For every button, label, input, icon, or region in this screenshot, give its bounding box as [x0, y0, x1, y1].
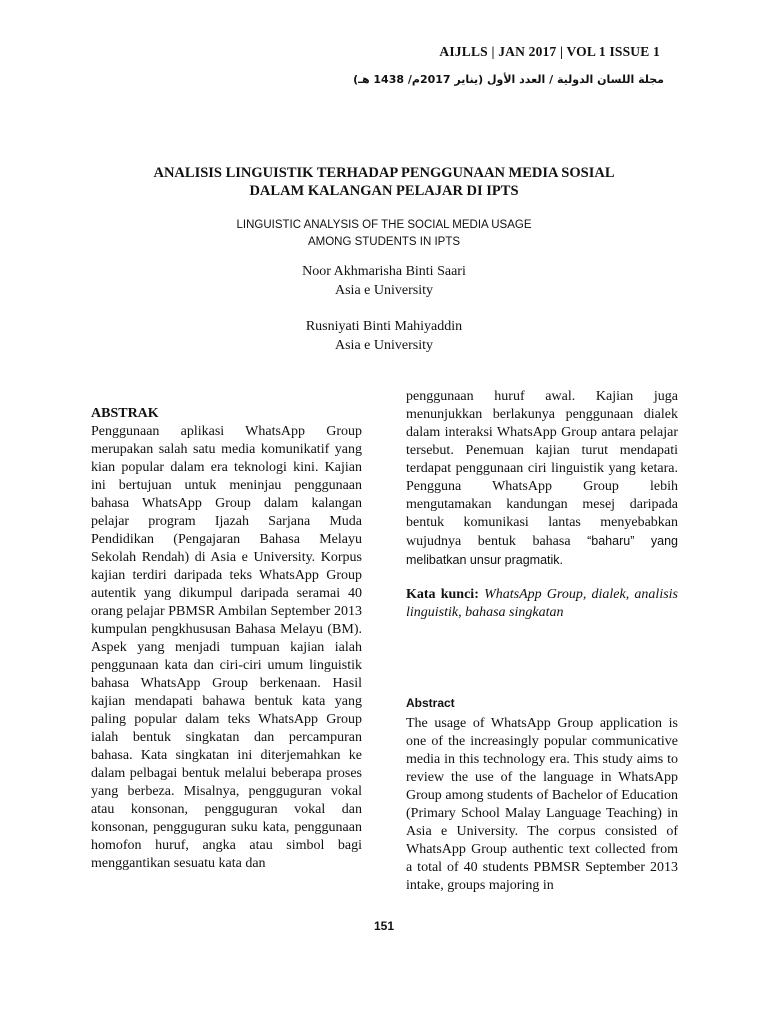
right-column	[406, 388, 678, 895]
abstrak-body-right-tail: “baharu” yang melibatkan unsur pragmatik.	[406, 534, 678, 567]
abstrak-body-right-main: penggunaan huruf awal. Kajian juga menunjukkan berlakunya penggunaan dialek dalam interaksi WhatsApp Group antara pelajar tersebut. Penemuan kajian turut mendapati terdapat penggunaan ciri linguistik yang ketara. Pengguna WhatsApp Group lebih mengutamakan kandungan mesej daripada bentuk komunikasi lantas menyebabkan wujudnya bentuk bahasa	[406, 389, 678, 549]
paper-title	[0, 164, 768, 200]
arabic-journal-header: مجلة اللسان الدولية / العدد الأول (يناير 2017م/ 1438 هـ)	[353, 73, 664, 86]
keywords-list: WhatsApp Group, dialek, analisis linguistik, bahasa singkatan	[406, 587, 678, 620]
paper-title-line2: DALAM KALANGAN PELAJAR DI IPTS	[249, 183, 519, 199]
keywords-label: Kata kunci:	[406, 587, 479, 602]
journal-header: AIJLLS | JAN 2017 | VOL 1 ISSUE 1	[439, 44, 660, 59]
paper-title-english-line2: AMONG STUDENTS IN IPTS	[307, 236, 461, 248]
author-2	[0, 317, 768, 355]
abstrak-body-right	[406, 388, 678, 570]
author-1	[0, 262, 768, 300]
author-1-affiliation: Asia e University	[335, 283, 433, 298]
abstrak-heading: ABSTRAK	[91, 406, 159, 421]
paper-title-english	[0, 217, 768, 251]
keywords	[406, 586, 678, 622]
abstract-body: The usage of WhatsApp Group application is one of the increasingly popular communicative media in this technology era. This study aims to review the use of the language in WhatsApp Group among students of Bachelor of Education (Primary School Malay Language Teaching) in Asia e University. The corpus consisted of WhatsApp Group authentic text collected from a total of 40 students PBMSR September 2013 intake, groups majoring in	[406, 716, 678, 893]
author-1-name: Noor Akhmarisha Binti Saari	[302, 264, 466, 279]
author-2-name: Rusniyati Binti Mahiyaddin	[305, 319, 463, 334]
author-2-affiliation: Asia e University	[335, 338, 433, 353]
abstrak-body-left: Penggunaan aplikasi WhatsApp Group merupakan salah satu media komunikatif yang kian popular dalam era teknologi kini. Kajian ini bertujuan untuk meninjau penggunaan bahasa WhatsApp Group dalam kalangan pelajar program Ijazah Sarjana Muda Pendidikan (Pengajaran Bahasa Melayu Sekolah Rendah) di Asia e University. Korpus kajian terdiri daripada teks WhatsApp Group autentik yang dikumpul daripada seramai 40 orang pelajar PBMSR Ambilan September 2013 kumpulan pengkhususan Bahasa Melayu (BM). Aspek yang menjadi tumpuan kajian ialah penggunaan kata dan ciri-ciri umum linguistik bahasa WhatsApp Group berkenaan. Hasil kajian mendapati bahawa bentuk kata yang paling popular dalam teks WhatsApp Group ialah bentuk singkatan dan percampuran bahasa. Kata singkatan ini diterjemahkan ke dalam pelbagai bentuk melalui beberapa proses yang berbeza. Misalnya, pengguguran vokal atau konsonan, pengguguran vokal dan konsonan, pengguguran suku kata, penggunaan homofon huruf, angka atau simbol bagi menggantikan sesuatu kata dan	[91, 424, 362, 871]
abstract-heading: Abstract	[406, 696, 455, 710]
left-column	[91, 404, 362, 873]
paper-title-line1: ANALISIS LINGUISTIK TERHADAP PENGGUNAAN MEDIA SOSIAL	[153, 165, 615, 181]
paper-title-english-line1: LINGUISTIC ANALYSIS OF THE SOCIAL MEDIA USAGE	[236, 219, 532, 231]
page-number: 151	[373, 919, 395, 933]
